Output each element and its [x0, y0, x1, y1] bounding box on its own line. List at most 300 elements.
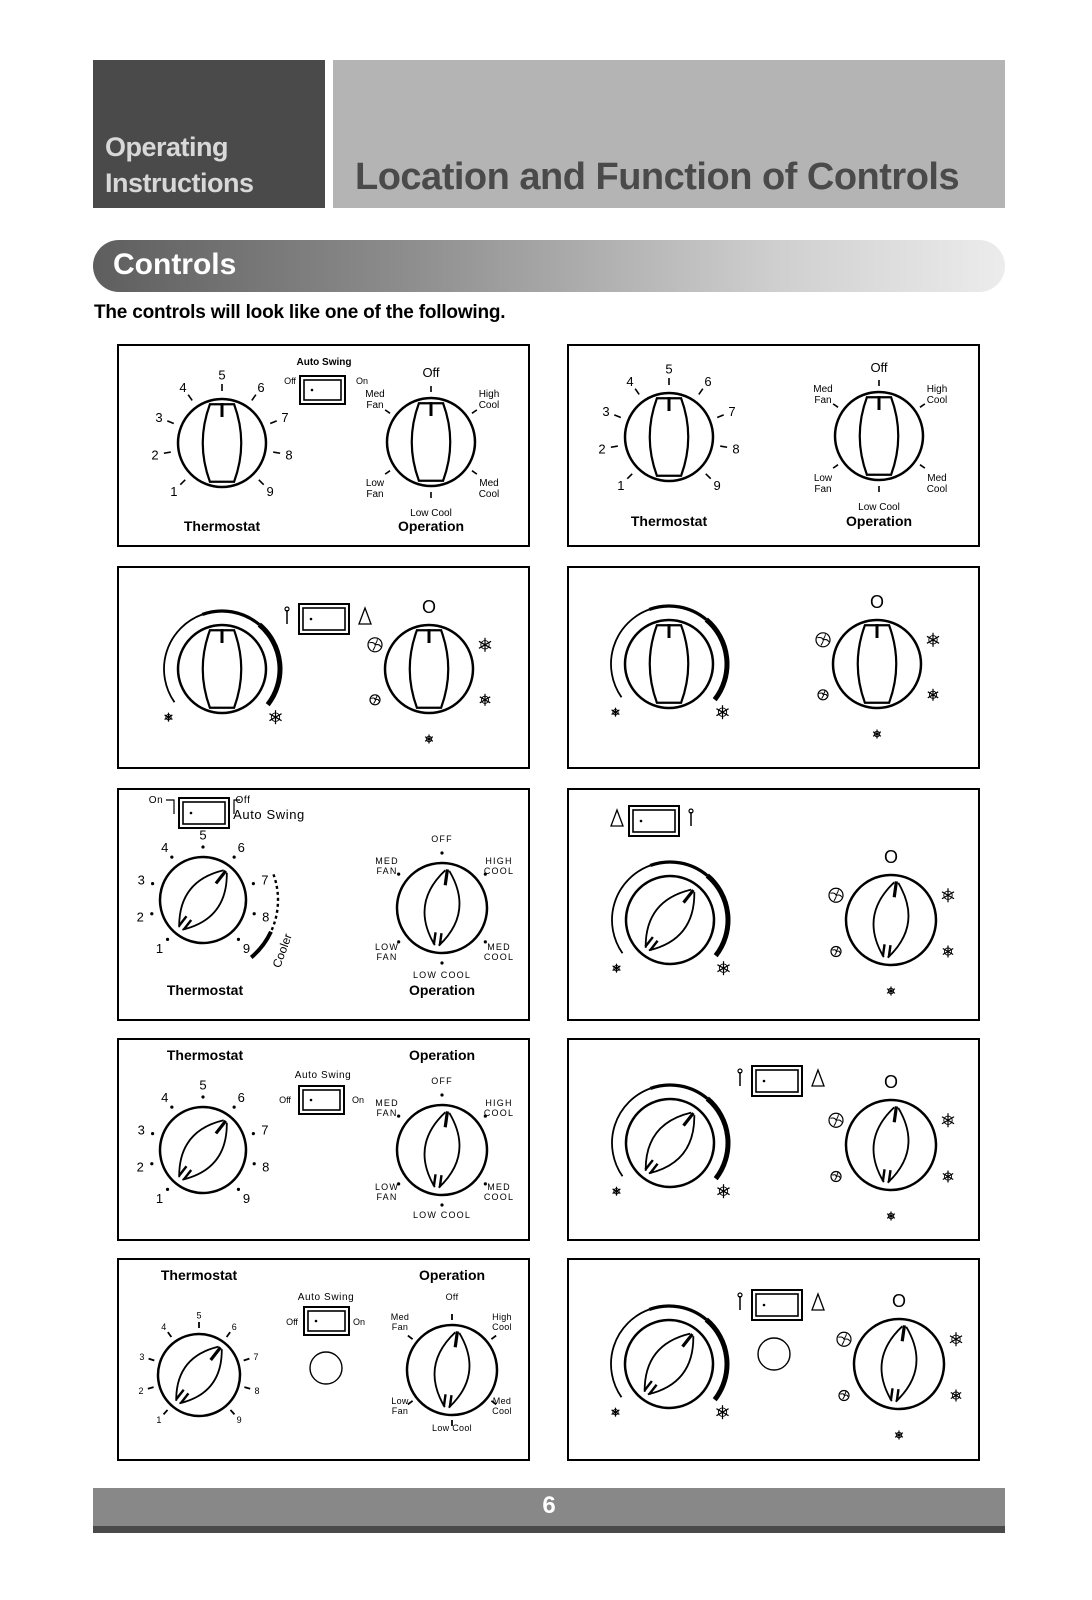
panel-f-drawing [569, 790, 982, 1023]
thermostat-number: 1 [617, 477, 625, 493]
fan-blade [836, 895, 842, 897]
op-label-med-fan: MED [375, 1098, 399, 1108]
fan-blade [835, 1176, 837, 1180]
dial-tick [244, 1359, 250, 1361]
snowflake-warm-icon [165, 713, 173, 722]
fan-blade [374, 700, 376, 704]
op-label-med-fan: Fan [814, 395, 832, 406]
knob [607, 1302, 731, 1426]
dial-tick [717, 415, 723, 418]
control-panel-i [117, 1258, 530, 1461]
op-label-low-fan: Low [365, 478, 385, 489]
operation-label: Operation [408, 1047, 476, 1063]
thermostat-number: 6 [237, 1090, 245, 1106]
snowflake-low-icon [895, 1431, 903, 1440]
op-label-high-cool: Cool [492, 1322, 512, 1332]
fan-blade [830, 893, 836, 895]
footer-bar [93, 1488, 1005, 1526]
rocker-switch-dot [190, 812, 193, 815]
op-label-med-fan: Fan [391, 1322, 409, 1332]
fan-blade [835, 951, 837, 955]
op-label-low-fan: Low [813, 473, 833, 484]
cooler-arc [271, 874, 278, 931]
swing-off-icon-head [738, 1293, 742, 1297]
dial-dot [166, 1188, 169, 1191]
dial-dot [151, 882, 154, 885]
op-label-med-fan: Med [813, 384, 833, 395]
thermostat-number: 3 [137, 872, 145, 888]
switch-on-label: On [351, 1095, 365, 1105]
snowflake-high-icon [950, 1332, 962, 1346]
thermostat-number: 2 [136, 1159, 144, 1175]
fan-low-icon [818, 690, 828, 700]
knob [840, 869, 942, 971]
op-label-low-cool: Low Cool [858, 502, 900, 513]
op-label-low-fan: LOW [374, 1182, 400, 1192]
snowflake-warm-icon [612, 708, 620, 717]
op-label-low-fan: FAN [376, 952, 398, 962]
reset-button [758, 1338, 790, 1370]
panel-d-drawing [569, 568, 982, 771]
op-label-med-cool: MED [487, 1182, 511, 1192]
snowflake-warm-icon [613, 964, 621, 973]
operation-label: Operation [845, 513, 913, 529]
snowflake-high-icon [942, 888, 954, 902]
rocker-switch-face [303, 608, 345, 630]
op-label-high-cool: High [478, 389, 500, 400]
thermostat-label: Thermostat [166, 1047, 244, 1063]
fan-blade [373, 645, 375, 651]
op-label-high-cool: High [492, 1312, 512, 1322]
panel-i-drawing [119, 1260, 532, 1463]
knob [848, 1313, 950, 1415]
op-label-med-cool: Med [492, 1396, 512, 1406]
op-label-med-fan: Med [390, 1312, 410, 1322]
thermostat-number: 8 [262, 909, 270, 925]
knob-body [608, 1081, 732, 1205]
fan-high-icon [368, 638, 382, 652]
thermostat-number: 3 [155, 410, 163, 426]
op-label-med-cool: Cool [492, 1406, 512, 1416]
op-label-low-fan: Fan [391, 1406, 409, 1416]
fan-blade [844, 1339, 850, 1341]
op-label-high-cool: HIGH [485, 856, 513, 866]
switch-off-label: Off [279, 1095, 291, 1105]
control-panel-b [567, 344, 980, 547]
rocker-switch-dot [310, 1099, 313, 1102]
dial-dot [170, 1106, 173, 1109]
fan-blade [371, 698, 375, 700]
snowflake-high-icon [479, 638, 491, 652]
dial-tick [149, 1359, 155, 1361]
fan-blade [840, 1394, 844, 1396]
thermostat-number: 6 [237, 840, 245, 856]
op-label-low-fan: LOW [374, 942, 400, 952]
op-label-high-cool: COOL [483, 1108, 515, 1118]
knob [391, 857, 493, 959]
header-section-line2: Instructions [105, 168, 254, 198]
dial-dot [253, 912, 256, 915]
dial-dot [170, 856, 173, 859]
dial-tick [270, 421, 276, 424]
control-panel-h [567, 1038, 980, 1241]
snowflake-cold-icon [716, 705, 728, 719]
fan-blade [842, 1339, 844, 1345]
knob-pointer [902, 1325, 904, 1341]
knob-tick [444, 1394, 446, 1406]
dial-tick [491, 1336, 496, 1340]
thermostat-number: 8 [285, 447, 293, 463]
op-label-med-fan: FAN [376, 866, 398, 876]
rocker-switch-dot [640, 820, 643, 823]
op-label-med-fan: MED [375, 856, 399, 866]
thermostat-number: 4 [161, 1321, 167, 1332]
dial-tick [833, 404, 838, 407]
thermostat-number: 7 [728, 404, 736, 420]
op-label-med-cool: Med [927, 473, 947, 484]
rocker-switch-dot [763, 1080, 766, 1083]
snowflake-low-icon [425, 735, 433, 744]
op-label-low-cool: LOW COOL [412, 970, 472, 980]
knob-tick [889, 1170, 891, 1182]
fan-blade [843, 1395, 845, 1399]
thermostat-number: 2 [136, 909, 144, 925]
thermostat-number: 4 [179, 379, 187, 395]
dial-tick [273, 452, 280, 453]
knob [608, 858, 732, 982]
reset-button [310, 1352, 342, 1384]
thermostat-number: 7 [253, 1351, 259, 1362]
op-label-low-fan: Fan [366, 489, 384, 500]
knob-tick [440, 933, 442, 945]
panel-g-drawing [119, 1040, 532, 1243]
section-bar [93, 240, 1005, 292]
dial-tick [920, 465, 925, 468]
op-label-low-cool: LOW COOL [412, 1210, 472, 1220]
switch-on-label: On [148, 795, 164, 806]
switch-title: Auto Swing [297, 1292, 355, 1303]
switch-title: Auto Swing [233, 807, 305, 822]
rocker-switch-dot [310, 618, 313, 621]
dial-dot [201, 845, 204, 848]
thermostat-number: 1 [156, 1415, 162, 1426]
switch-title: Auto Swing [294, 1070, 352, 1081]
dial-tick [627, 474, 632, 479]
op-label-low-fan: Low [391, 1396, 409, 1406]
dial-tick [227, 1332, 231, 1337]
dial-dot [151, 1132, 154, 1135]
fan-blade [830, 1118, 836, 1120]
fan-low-icon [831, 947, 841, 957]
operation-label: Operation [397, 518, 465, 534]
thermostat-number: 9 [242, 1190, 251, 1206]
thermostat-number: 4 [626, 373, 634, 389]
op-label-high-cool: HIGH [485, 1098, 513, 1108]
thermostat-range-arc-mid [650, 1085, 707, 1099]
page-title: Location and Function of Controls [355, 156, 960, 198]
control-panel-c [117, 566, 530, 769]
knob [840, 1094, 942, 1196]
dial-tick [920, 404, 925, 407]
snowflake-cold-icon [269, 710, 281, 724]
fan-blade [821, 640, 823, 646]
op-label-med-cool: Med [479, 478, 499, 489]
operation-label: Operation [418, 1267, 486, 1283]
footer-line [93, 1526, 1005, 1533]
dial-tick [252, 395, 256, 401]
dial-tick [180, 480, 185, 485]
dial-tick [611, 446, 618, 447]
fan-high-icon [816, 633, 830, 647]
op-label-off: OFF [431, 834, 453, 844]
swing-off-icon-head [738, 1069, 742, 1073]
snowflake-med-icon [943, 946, 953, 958]
switch-on-label: On [352, 1317, 366, 1327]
knob-tick [883, 1169, 885, 1181]
panel-c-drawing [119, 568, 532, 771]
op-label-off: Off [422, 365, 440, 380]
op-label-med-fan: FAN [376, 1108, 398, 1118]
fan-blade [832, 1175, 836, 1177]
swing-on-icon [611, 810, 623, 826]
snowflake-cold-icon [717, 961, 729, 975]
op-label-med-cool: COOL [483, 952, 515, 962]
thermostat-number: 9 [236, 1415, 242, 1426]
control-panel-g [117, 1038, 530, 1241]
off-symbol: O [883, 1072, 899, 1092]
off-symbol: O [891, 1291, 907, 1311]
control-panel-a [117, 344, 530, 547]
thermostat-number: 5 [196, 1310, 202, 1321]
knob-tick [883, 944, 885, 956]
dial-tick [164, 1410, 168, 1414]
op-label-med-cool: MED [487, 942, 511, 952]
intro-text: The controls will look like one of the following. [94, 302, 506, 323]
snowflake-low-icon [887, 987, 895, 996]
dial-dot [237, 938, 240, 941]
snowflake-cold-icon [716, 1405, 728, 1419]
switch-off-label: Off [235, 795, 251, 806]
fan-low-icon [831, 1172, 841, 1182]
dial-tick [635, 389, 639, 395]
dial-dot [233, 856, 236, 859]
fan-low-icon [370, 695, 380, 705]
dial-dot [252, 882, 255, 885]
header-section-line1: Operating [105, 132, 229, 162]
fan-high-icon [829, 888, 843, 902]
thermostat-number: 1 [155, 1190, 164, 1206]
snowflake-cold-icon [717, 1184, 729, 1198]
dial-dot [252, 1132, 255, 1135]
rocker-switch-dot [763, 1304, 766, 1307]
thermostat-number: 9 [266, 483, 274, 499]
knob-body [608, 858, 732, 982]
off-symbol: O [883, 847, 899, 867]
dial-tick [188, 395, 192, 401]
snowflake-high-icon [942, 1113, 954, 1127]
op-label-high-cool: High [926, 384, 948, 395]
thermostat-number: 9 [242, 940, 251, 956]
thermostat-number: 7 [261, 1122, 269, 1138]
thermostat-number: 4 [161, 1090, 169, 1106]
off-symbol: O [869, 592, 885, 612]
op-label-off: OFF [431, 1076, 453, 1086]
dial-tick [720, 446, 727, 447]
switch-off-label: Off [284, 376, 296, 386]
switch-title: Auto Swing [296, 357, 352, 368]
knob [608, 1081, 732, 1205]
op-label-low-fan: FAN [376, 1192, 398, 1202]
op-label-med-cool: Cool [478, 489, 500, 500]
page-number: 6 [542, 1492, 556, 1519]
control-panel-f [567, 788, 980, 1021]
swing-on-icon [812, 1070, 824, 1086]
thermostat-number: 2 [151, 447, 159, 463]
fan-blade [819, 693, 823, 695]
op-label-low-cool: Low Cool [432, 1423, 472, 1433]
dial-dot [253, 1162, 256, 1165]
dial-dot [150, 912, 153, 915]
swing-off-icon-head [689, 809, 693, 813]
thermostat-range-arc-mid [202, 611, 259, 625]
thermostat-label: Thermostat [183, 518, 261, 534]
rocker-switch-face [633, 810, 675, 832]
snowflake-warm-icon [613, 1187, 621, 1196]
fan-blade [836, 1120, 842, 1122]
dial-tick [472, 410, 477, 413]
header-title-block [333, 60, 1005, 208]
snowflake-med-icon [480, 694, 490, 706]
off-symbol: O [421, 597, 437, 617]
thermostat-number: 5 [199, 827, 207, 843]
swing-off-icon-head [285, 607, 289, 611]
dial-dot [440, 1093, 443, 1096]
thermostat-number: 7 [281, 410, 289, 426]
thermostat-range-arc-mid [649, 606, 706, 620]
thermostat-number: 8 [254, 1386, 260, 1397]
knob-pointer [445, 1111, 447, 1127]
op-label-high-cool: Cool [478, 400, 500, 411]
control-panel-d [567, 566, 980, 769]
knob-pointer [445, 869, 447, 885]
operation-label: Operation [408, 982, 476, 998]
header-section-block [93, 60, 325, 208]
snowflake-med-icon [943, 1171, 953, 1183]
fan-high-icon [829, 1113, 843, 1127]
switch-on-label: On [355, 376, 369, 386]
op-label-off: Off [445, 1292, 459, 1302]
thermostat-number: 8 [732, 441, 740, 457]
op-label-low-fan: Fan [814, 484, 832, 495]
rocker-switch-face [756, 1070, 798, 1092]
dial-dot [440, 961, 443, 964]
thermostat-number: 6 [231, 1321, 237, 1332]
knob-tick [450, 1395, 452, 1407]
thermostat-label: Thermostat [630, 513, 708, 529]
knob-pointer [894, 1106, 896, 1122]
op-label-med-cool: COOL [483, 1192, 515, 1202]
snowflake-low-icon [887, 1212, 895, 1221]
dial-dot [166, 938, 169, 941]
fan-blade [369, 643, 375, 645]
op-label-med-fan: Fan [366, 400, 384, 411]
snowflake-warm-icon [612, 1408, 620, 1417]
dial-tick [706, 474, 711, 479]
rocker-switch-face [304, 380, 341, 400]
snowflake-med-icon [928, 689, 938, 701]
knob-pointer [455, 1331, 457, 1347]
thermostat-number: 3 [602, 404, 610, 420]
dial-tick [614, 415, 620, 418]
op-label-high-cool: COOL [483, 866, 515, 876]
knob-tick [891, 1388, 893, 1400]
fan-blade [822, 695, 824, 699]
thermostat-number: 6 [704, 373, 712, 389]
thermostat-label: Thermostat [160, 1267, 238, 1283]
snowflake-high-icon [927, 633, 939, 647]
control-panel-j [567, 1258, 980, 1461]
rocker-switch-dot [311, 389, 314, 392]
thermostat-range-arc-mid [649, 1306, 706, 1320]
dial-dot [233, 1106, 236, 1109]
rocker-switch-face [183, 802, 225, 824]
thermostat-number: 6 [257, 379, 265, 395]
knob-tick [434, 932, 436, 944]
dial-tick [408, 1336, 413, 1340]
knob-tick [440, 1175, 442, 1187]
dial-tick [385, 410, 390, 413]
dial-tick [167, 421, 173, 424]
fan-blade [832, 950, 836, 952]
fan-high-icon [837, 1332, 851, 1346]
panel-a-drawing [119, 346, 532, 549]
panel-b-drawing [569, 346, 982, 549]
dial-dot [201, 1095, 204, 1098]
dial-dot [237, 1188, 240, 1191]
knob-body [607, 1302, 731, 1426]
rocker-switch-face [756, 1294, 798, 1316]
cooler-label: Cooler [269, 931, 295, 970]
switch-bracket [166, 800, 174, 814]
panel-e-drawing [119, 790, 532, 1023]
thermostat-number: 7 [261, 872, 269, 888]
fan-blade [844, 1334, 846, 1340]
dial-tick [833, 465, 838, 468]
fan-blade [838, 1337, 844, 1339]
dial-dot [440, 851, 443, 854]
thermostat-number: 2 [598, 441, 606, 457]
dial-tick [148, 1387, 154, 1389]
knob-tick [897, 1389, 899, 1401]
fan-blade [375, 639, 377, 645]
snowflake-med-icon [951, 1390, 961, 1402]
rocker-switch-dot [315, 1320, 318, 1323]
section-title: Controls [113, 248, 237, 281]
swing-on-icon [359, 608, 371, 624]
op-label-med-cool: Cool [926, 484, 948, 495]
thermostat-range-arc-mid [650, 862, 707, 876]
knob [401, 1319, 503, 1421]
dial-dot [150, 1162, 153, 1165]
rocker-switch-face [308, 1311, 345, 1331]
swing-on-icon [812, 1294, 824, 1310]
dial-tick [472, 471, 477, 474]
thermostat-number: 5 [199, 1077, 207, 1093]
op-label-med-fan: Med [365, 389, 385, 400]
thermostat-number: 9 [713, 477, 721, 493]
rocker-switch-face [303, 1090, 340, 1110]
op-label-off: Off [870, 360, 888, 375]
